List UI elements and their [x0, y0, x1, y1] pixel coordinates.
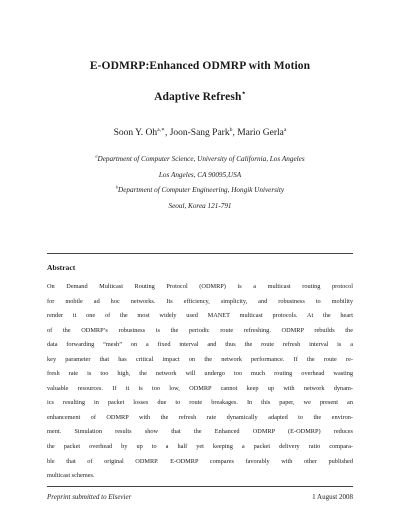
author-affiliation-mark: a,∗ — [157, 126, 165, 133]
abstract-line: render it one of the most widely used MANET multicast protocols. At the heart — [47, 312, 353, 320]
abstract-line: data forwarding “mesh” on a fixed interval and thus the route refresh interval is a — [47, 341, 353, 349]
abstract-line: the packet overhead by up to a half yet keeping a packet delivery ratio compara- — [47, 443, 353, 451]
author-affiliation-mark: a — [283, 126, 287, 133]
page-footer — [47, 493, 353, 501]
abstract-heading: Abstract — [47, 263, 76, 272]
abstract-line: key parameter that has critical impact on the network performance. If the route re- — [47, 355, 353, 363]
affiliation-b-line2: Seoul, Korea 121-791 — [168, 202, 232, 210]
affiliation-b-text: Department of Computer Engineering, Hongik University — [118, 186, 285, 194]
author-name: Mario Gerla — [237, 128, 284, 138]
abstract-line: enhancement of ODMRP with the refresh rate dynamically adapted to the environ- — [47, 413, 353, 421]
affiliation-b-line1 — [0, 186, 400, 194]
abstract-top-rule — [47, 253, 353, 254]
abstract-line: for mobile ad hoc networks. Its efficiency, simplicity, and robustness to mobility — [47, 297, 353, 305]
abstract-line: ment. Simulation results show that the Enhanced ODMRP (E-ODMRP) reduces — [47, 428, 353, 436]
footer-preprint-note: Preprint submitted to Elsevier — [47, 493, 132, 501]
title-footnote-mark: ⋆ — [241, 90, 246, 98]
affiliation-a-line2: Los Angeles, CA 90095,USA — [158, 171, 242, 179]
author-name: Soon Y. Oh — [113, 128, 158, 138]
abstract-line: multicast schemes. — [47, 472, 95, 480]
abstract-line: ble that of original ODMRP. E-ODMRP compares favorably with other published — [47, 457, 353, 465]
paper-title-line1: E-ODMRP:Enhanced ODMRP with Motion — [89, 60, 311, 72]
author-affiliation-mark: b — [229, 126, 233, 133]
paper-title-line2 — [0, 91, 400, 103]
author-name: Joon-Sang Park — [169, 128, 230, 138]
abstract-line: fresh rate is too high, the network will undergo too much routing overhead wasting — [47, 370, 353, 378]
paper-title-line2-text: Adaptive Refresh — [154, 91, 242, 103]
affiliation-mark: a — [95, 153, 98, 159]
affiliation-mark: b — [115, 184, 119, 190]
abstract-line: of the ODMRP’s robustness is the periodic route refreshing. ODMRP rebuilds the — [47, 326, 353, 334]
author-list: Soon Y. $Oh^{a,∗}$, Joon-Sang Park$^b$, Mario Gerla$^a$ — [113, 126, 287, 138]
abstract-line: On Demand Multicast Routing Protocol (ODMRP) is a multicast routing protocol — [47, 283, 353, 290]
affiliation-a-text: Department of Computer Science, University of California, Los Angeles — [97, 155, 305, 163]
abstract-line: ics resulting in packet losses due to route breakages. In this paper, we present an — [47, 399, 353, 407]
abstract-line: valuable resources. If it is too low, ODMRP cannot keep up with network dynam- — [47, 384, 353, 392]
affiliation-a-line1 — [0, 155, 400, 163]
footer-date: 1 August 2008 — [312, 493, 353, 501]
abstract-body — [47, 280, 353, 484]
abstract-bottom-rule — [47, 486, 353, 487]
